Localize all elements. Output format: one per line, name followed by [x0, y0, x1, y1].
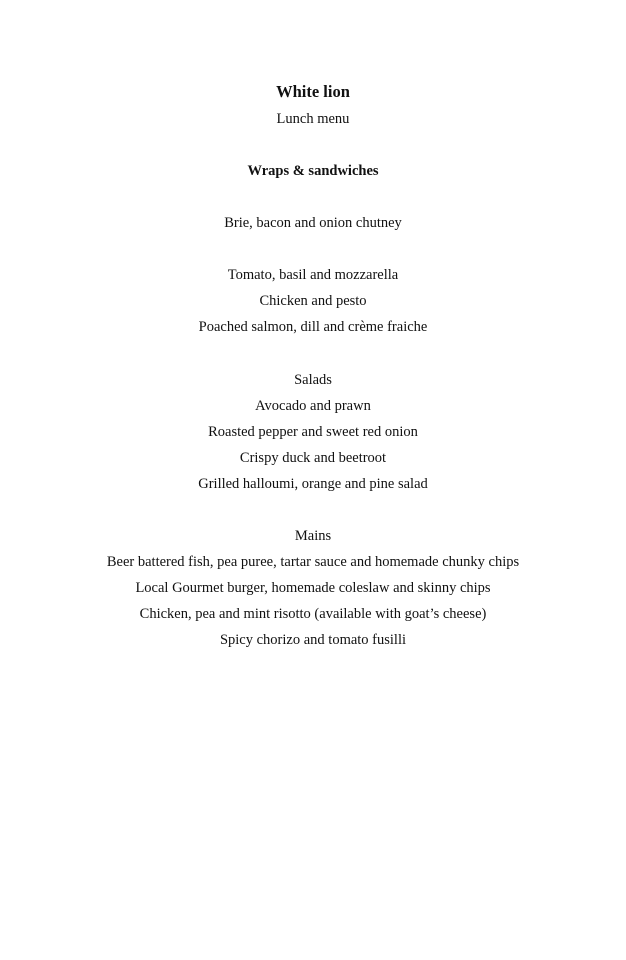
salad-item: Roasted pepper and sweet red onion — [208, 424, 418, 440]
wrap-item: Chicken and pesto — [259, 293, 367, 309]
restaurant-name: White lion — [276, 82, 350, 101]
main-item: Chicken, pea and mint risotto (available with goat’s cheese) — [139, 606, 487, 622]
menu-subtitle: Lunch menu — [276, 111, 350, 127]
wrap-item: Brie, bacon and onion chutney — [224, 215, 402, 231]
main-item: Local Gourmet burger, homemade coleslaw and skinny chips — [135, 580, 491, 596]
wrap-item: Poached salmon, dill and crème fraiche — [198, 319, 428, 335]
salad-item: Crispy duck and beetroot — [239, 450, 387, 466]
wrap-item: Tomato, basil and mozzarella — [227, 267, 399, 283]
wraps-heading: Wraps & sandwiches — [247, 163, 379, 179]
salads-heading: Salads — [294, 372, 332, 388]
salad-item: Avocado and prawn — [255, 398, 371, 414]
main-item: Beer battered fish, pea puree, tartar sauce and homemade chunky chips — [106, 554, 520, 570]
main-item: Spicy chorizo and tomato fusilli — [219, 632, 407, 648]
mains-heading: Mains — [294, 528, 332, 544]
salad-item: Grilled halloumi, orange and pine salad — [198, 476, 428, 492]
